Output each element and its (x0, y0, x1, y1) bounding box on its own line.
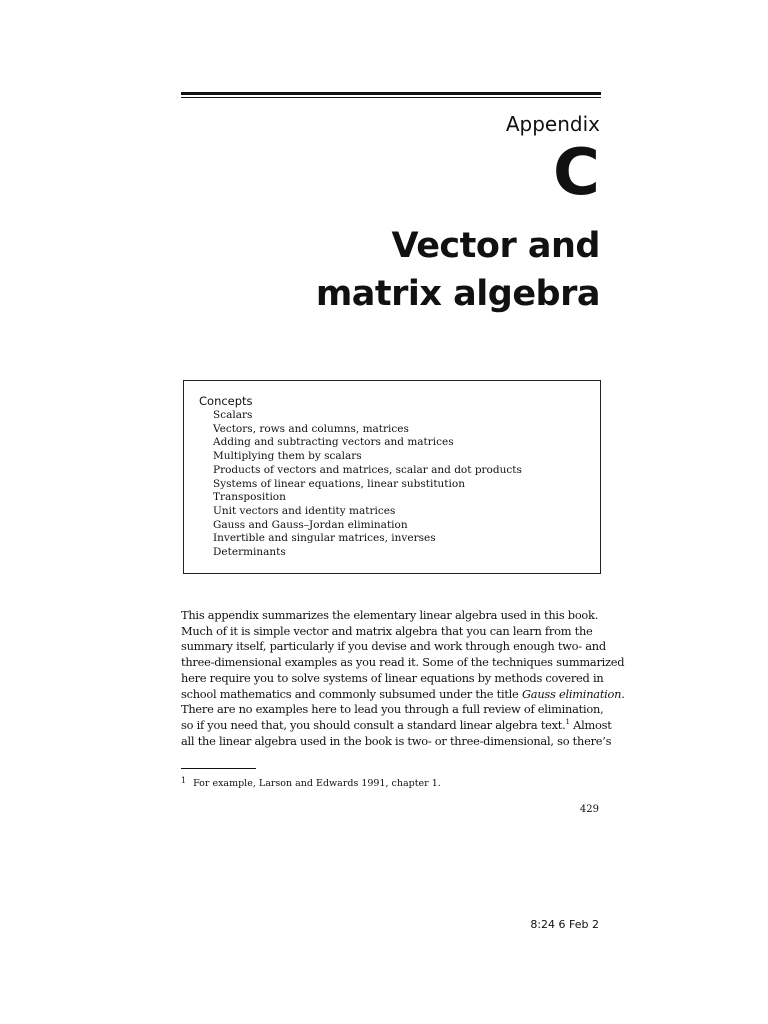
footnote (181, 776, 441, 789)
body-line: three-dimensional examples as you read it. Some of the techniques summarized (181, 655, 625, 670)
concept-item: Gauss and Gauss–Jordan elimination (213, 518, 408, 531)
body-line: This appendix summarizes the elementary linear algebra used in this book. (181, 608, 599, 622)
concept-item: Systems of linear equations, linear substitution (213, 477, 465, 490)
body-text-fragment: Almost (569, 717, 612, 732)
emphasis-term: Gauss elimination (521, 686, 622, 701)
page-number: 429 (579, 804, 599, 815)
chapter-title-line: matrix algebra (315, 274, 600, 314)
header-rule-thin (181, 97, 601, 98)
concepts-list (213, 409, 522, 560)
appendix-label: Appendix (505, 112, 600, 136)
chapter-title-line: Vector and (391, 226, 600, 266)
concepts-box (183, 380, 601, 574)
concept-item: Determinants (213, 546, 286, 559)
footnote-reference[interactable]: 1 (565, 718, 570, 727)
body-line (181, 717, 612, 734)
concept-item: Transposition (213, 491, 286, 504)
body-text-fragment: . (621, 686, 625, 701)
body-line: Much of it is simple vector and matrix algebra that you can learn from the (181, 623, 593, 638)
concepts-heading: Concepts (199, 394, 253, 408)
body-line: summary itself, particularly if you devise and work through enough two- and (181, 639, 606, 654)
concept-item: Multiplying them by scalars (213, 450, 362, 463)
appendix-letter: C (553, 136, 600, 210)
body-line: There are no examples here to lead you through a full review of elimination, (181, 702, 604, 717)
body-text-fragment: so if you need that, you should consult a standard linear algebra text. (181, 717, 566, 732)
footnote-mark: 1 (181, 776, 187, 785)
concept-item: Scalars (213, 409, 253, 421)
footnote-rule (181, 768, 256, 769)
body-paragraph (181, 608, 625, 749)
body-text-fragment: school mathematics and commonly subsumed under the title (181, 686, 522, 701)
concept-item: Vectors, rows and columns, matrices (213, 422, 409, 435)
concept-item: Unit vectors and identity matrices (213, 504, 396, 517)
concept-item: Adding and subtracting vectors and matrices (213, 436, 454, 449)
body-line (181, 686, 625, 703)
header-rule-thick (181, 92, 601, 95)
concept-item: Invertible and singular matrices, inverses (213, 532, 436, 545)
body-line: here require you to solve systems of linear equations by methods covered in (181, 670, 604, 685)
concept-item: Products of vectors and matrices, scalar and dot products (213, 463, 522, 476)
footnote-text: For example, Larson and Edwards 1991, chapter 1. (193, 778, 441, 789)
body-line: all the linear algebra used in the book is two- or three-dimensional, so there’s (181, 733, 612, 748)
chapter-title (316, 222, 600, 318)
timestamp: 8:24 6 Feb 2 (530, 918, 599, 931)
